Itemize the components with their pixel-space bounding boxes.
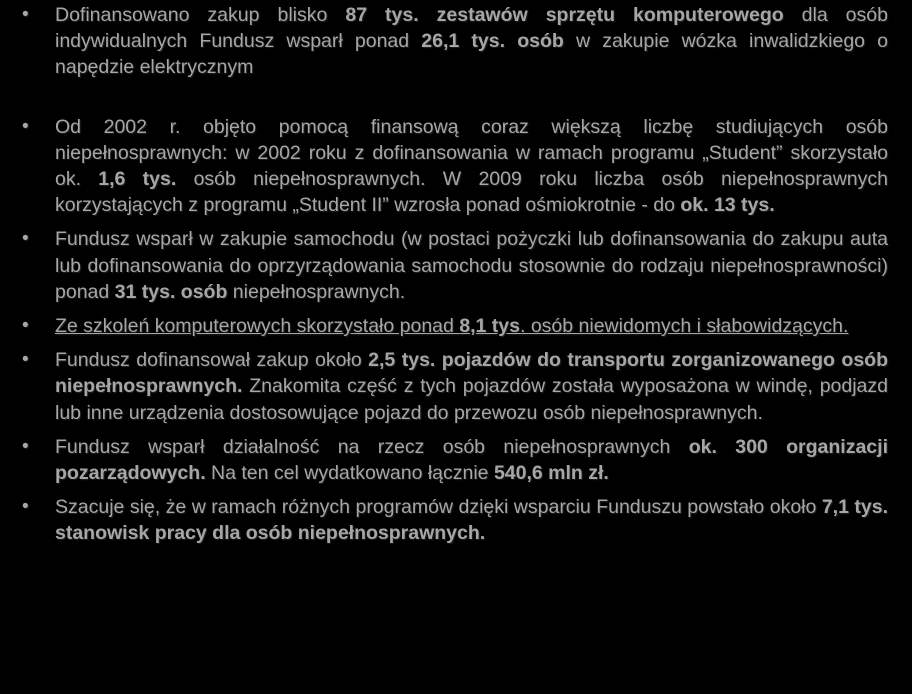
bullet-item-transport-vehicles (22, 347, 888, 426)
text-segment: Ze szkoleń komputerowych skorzystało ponad (55, 315, 460, 338)
bold-segment: 540,6 mln zł. (493, 462, 609, 485)
text-segment: dla osób indywidualnych Fundusz wsparł ponad (55, 4, 888, 53)
text-segment: Szacuje się, że w ramach różnych programów dzięki wsparciu Funduszu powstało około (55, 496, 822, 519)
text-segment: Fundusz dofinansował zakup około (55, 349, 369, 372)
bold-segment: ok. 13 tys. (680, 194, 775, 217)
bold-segment: ok. 300 organizacji pozarządowych. (55, 435, 888, 485)
text-segment: Od 2002 r. objęto pomocą finansową coraz większą liczbę studiujących osób niepełnosprawnych: w 2002 roku z dofinansowania w ramach programu „Student” skorzystało ok. (55, 115, 888, 191)
text-segment: niepełnosprawnych. (227, 280, 406, 303)
bold-segment: 1,6 tys. (98, 168, 177, 191)
bold-segment: 26,1 tys. osób (421, 30, 564, 53)
text-segment: Fundusz wsparł działalność na rzecz osób niepełnosprawnych (55, 435, 689, 458)
bullet-item-computer-training (22, 313, 888, 339)
bullet-item-jobs-created (22, 494, 888, 546)
bold-segment: 7,1 tys. stanowisk pracy dla osób niepełnosprawnych. (55, 496, 888, 545)
bold-segment: 87 tys. zestawów sprzętu komputerowego (345, 4, 784, 26)
text-segment: Znakomita część z tych pojazdów została wyposażona w windę, podjazd lub inne urządzenia dostosowujące pojazd do przewozu osób niepełnosprawnych. (55, 375, 888, 424)
text-segment: Na ten cel wydatkowano łącznie (205, 462, 494, 485)
text-segment: osób niepełnosprawnych. W 2009 roku liczba osób niepełnosprawnych korzystających z programu „Student II” wzrosła ponad ośmiokrotnie - do (55, 168, 888, 217)
bullet-list (22, 2, 888, 555)
bullet-item-ngo-support (22, 434, 888, 486)
text-segment: Dofinansowano zakup blisko (55, 4, 346, 26)
bold-segment: 2,5 tys. pojazdów do transportu zorganizowanego osób niepełnosprawnych. (55, 349, 888, 398)
text-segment: Fundusz wsparł w zakupie samochodu (w postaci pożyczki lub dofinansowania do zakupu auta lub dofinansowania do oprzyrządowania samochodu stosownie do rodzaju niepełnosprawności) ponad (55, 228, 888, 303)
bullet-item-car-purchase (22, 226, 888, 305)
bullet-item-student-program (22, 114, 888, 219)
text-segment: . osób niewidomych i słabowidzących. (520, 315, 849, 338)
bullet-item-computer-equipment (22, 2, 888, 81)
text-segment: w zakupie wózka inwalidzkiego o napędzie elektrycznym (55, 30, 889, 79)
bold-segment: 8,1 tys (459, 315, 520, 338)
bold-segment: 31 tys. osób (114, 280, 228, 303)
